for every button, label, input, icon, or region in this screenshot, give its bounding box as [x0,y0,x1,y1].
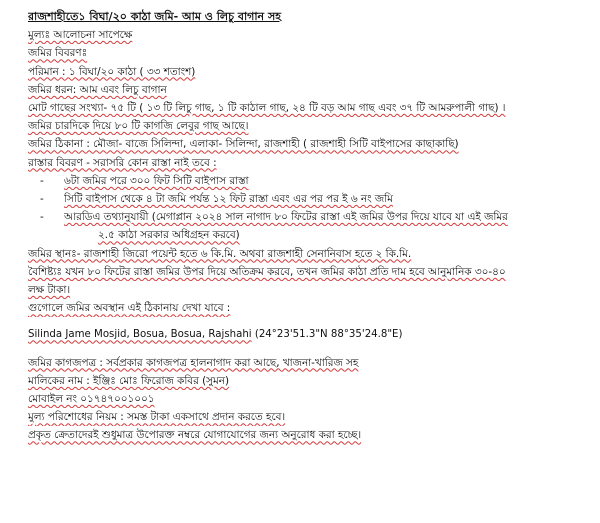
road-item-continuation: ২.৫ কাঠা সরকার অধিগ্রহন করবে) [98,229,240,242]
road-item-text: সিটি বাইপাস থেকে ৪ টা জমি পর্যন্ত ১২ ফিট রাস্তা এবং এর পর পর ই ৬ নং জমি [64,193,393,206]
address-line: জমির ঠিকানা : মৌজা- বাজে সিলিন্দা, এলাকা- সিলিন্দা, রাজশাহী ( রাজশাহী সিটি বাইপাসের কাছাকাছি) [28,138,459,151]
spacer [28,345,590,354]
feature-line: বৈশিষ্ট্যঃ যখন ৮০ ফিটের রাস্তা জমির উপর দিয়ে অতিক্রম করবে, তখন জমির কাঠা প্রতি দাম হবে আনুমানিক ৩০-৪০ [28,265,506,278]
spacer [28,317,590,326]
price-line: মুল্যঃ আলোচনা সাপেক্ষে [28,29,133,42]
owner-line: মালিকের নাম : ইঞ্জিঃ মোঃ ফিরোজ কবির (সুমন) [28,374,230,387]
bullet-dash-icon: - [40,174,44,187]
bullet-dash-icon: - [40,211,44,224]
coordinates-line [28,326,590,344]
road-item [28,190,590,208]
note-line: প্রকৃত ক্রেতাদেরই শুধুমাত্র উপোরক্ত নম্বরে যোগাযোগের জন্য অনুরোধ করা হচ্ছে। [28,429,362,442]
road-heading: রাস্তার বিবরণ - সরাসরি কোন রাস্তা নাই তবে : [28,156,217,169]
phone-line: মোবাইল নং ০১৭৪৭০০১০০১ [28,393,155,406]
document-title: রাজশাহীতে১ বিঘা/২০ কাঠা জমি- আম ও লিচু বাগান সহ [28,10,281,23]
coordinates-value: (24°23'51.3"N 88°35'24.8"E) [251,329,403,341]
boundary-line: জমির চারদিকে দিয়ে ৮০ টি কাগজি লেবুর গাছ আছে। [28,120,249,133]
documents-line: জমির কাগজপত্র : সর্বপ্রকার কাগজপত্র হালনাগাদ করা আছে, খাজনা-খারিজ সহ [28,356,359,369]
bullet-dash-icon: - [40,193,44,206]
land-type-line: জমির ধরন: আম এবং লিচু বাগান [28,83,167,96]
road-item [28,208,590,226]
feature-line-continuation: লক্ষ টাকা। [28,284,71,297]
coordinates-place: Silinda Jame Mosjid, Bosua, Bosua, Rajshahi [28,329,252,341]
road-item-text: ৬টা জমির পরে ৩০০ ফিট সিটি বাইপাস রাস্তা [64,174,249,187]
payment-line: মুল্য পরিশোধের নিয়ম : সমস্ত টাকা একসাথে প্রদান করতে হবে। [28,411,286,424]
location-line: জমির স্থানঃ- রাজশাহী জিরো পয়েন্ট হতে ৬ কি.মি. অথবা রাজশাহী সেনানিবাস হতে ২ কি.মি. [28,247,412,260]
road-item-text: আরডিএ তথ্যানুযায়ী (মেগাপ্লান ২০২৪ সাল নাগাদ ৮০ ফিটের রাস্তা এই জমির উপর দিয়ে যাবে যা এই জমির [64,211,508,224]
google-maps-line: গুগোলে জমির অবস্থান এই ঠিকানায় দেখা যাবে : [28,302,231,315]
road-item [28,172,590,190]
trees-line: মোট গাছের সংখ্যা- ৭৫ টি ( ১৩ টি লিচু গাছ, ১ টি কাঠাল গাছ, ২৪ টি বড় আম গাছ এবং ৩৭ টি আমরুপালী গাছ) । [28,102,506,115]
land-details-heading: জমির বিবরণঃ [28,47,88,60]
area-line: পরিমান : ১ বিঘা/২০ কাঠা ( ৩৩ শতাংশ) [28,65,196,78]
